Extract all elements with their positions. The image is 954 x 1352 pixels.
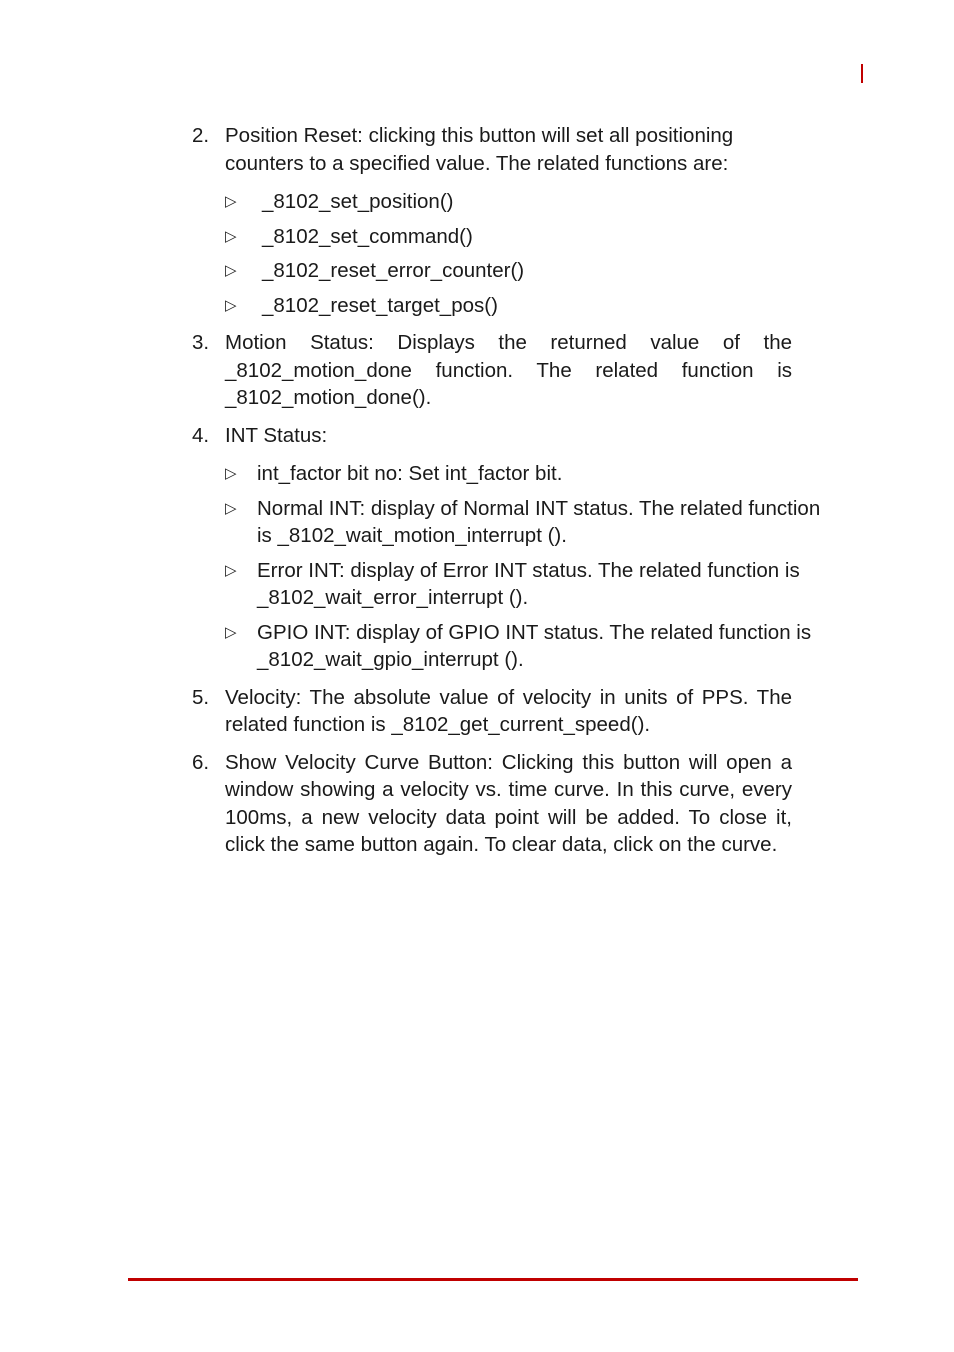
function-item [225,257,792,285]
function-item [225,292,792,320]
bullet-item [225,619,825,674]
item-number: 5. [192,685,210,709]
item-number: 2. [192,124,210,147]
list-item-show-velocity-curve [192,749,832,859]
item-text: Motion Status: Displays the returned value of the _8102_motion_done function. The related function is _8102_motion_done(). [225,331,792,409]
triangle-bullet-icon: ▷ [225,622,237,641]
function-name: _8102_reset_target_pos() [262,293,498,317]
bullet-text: GPIO INT: display of GPIO INT status. The related function is _8102_wait_gpio_interrupt (). [257,620,812,671]
bullet-item [225,495,825,550]
bullet-item [225,557,825,612]
list-item-int-status [192,422,832,674]
function-item [225,223,792,251]
item-number: 6. [192,750,210,774]
triangle-bullet-icon: ▷ [225,560,237,579]
list-item-motion-status [192,329,832,412]
bullet-text: Normal INT: display of Normal INT status. The related function is _8102_wait_motion_interrupt (). [257,496,821,547]
list-item-position-reset [192,122,832,319]
bullet-text: int_factor bit no: Set int_factor bit. [257,462,563,485]
triangle-bullet-icon: ▷ [225,226,237,245]
item-body [225,422,825,674]
item-number: 4. [192,423,210,447]
triangle-bullet-icon: ▷ [225,498,237,517]
int-status-list [225,460,825,674]
header-marker [861,64,863,83]
function-item [225,188,792,216]
triangle-bullet-icon: ▷ [225,192,237,210]
footer-rule [128,1278,858,1281]
item-text: Velocity: The absolute value of velocity in units of PPS. The related function is _8102_get_current_speed(). [225,685,792,736]
item-text-line: counters to a specified value. The related functions are: [225,151,729,175]
list-item-velocity [192,684,832,739]
function-name: _8102_set_position() [262,190,454,213]
triangle-bullet-icon: ▷ [225,464,237,482]
function-name: _8102_set_command() [262,224,473,248]
page-content [192,122,832,859]
bullet-text: Error INT: display of Error INT status. The related function is _8102_wait_error_interrupt (). [257,558,800,609]
item-text: Show Velocity Curve Button: Clicking this button will open a window showing a velocity vs. time curve. In this curve, every 100ms, a new velocity data point will be added. To close it, click the same button again. To clear data, click on the curve. [225,750,792,856]
function-name: _8102_reset_error_counter() [262,259,525,282]
function-list [225,188,792,319]
triangle-bullet-icon: ▷ [225,261,237,279]
item-number: 3. [192,331,210,354]
item-body [225,122,792,319]
bullet-item [225,460,825,488]
item-text-line: Position Reset: clicking this button will set all positioning [225,124,734,147]
item-text: INT Status: [225,423,328,447]
triangle-bullet-icon: ▷ [225,295,237,314]
